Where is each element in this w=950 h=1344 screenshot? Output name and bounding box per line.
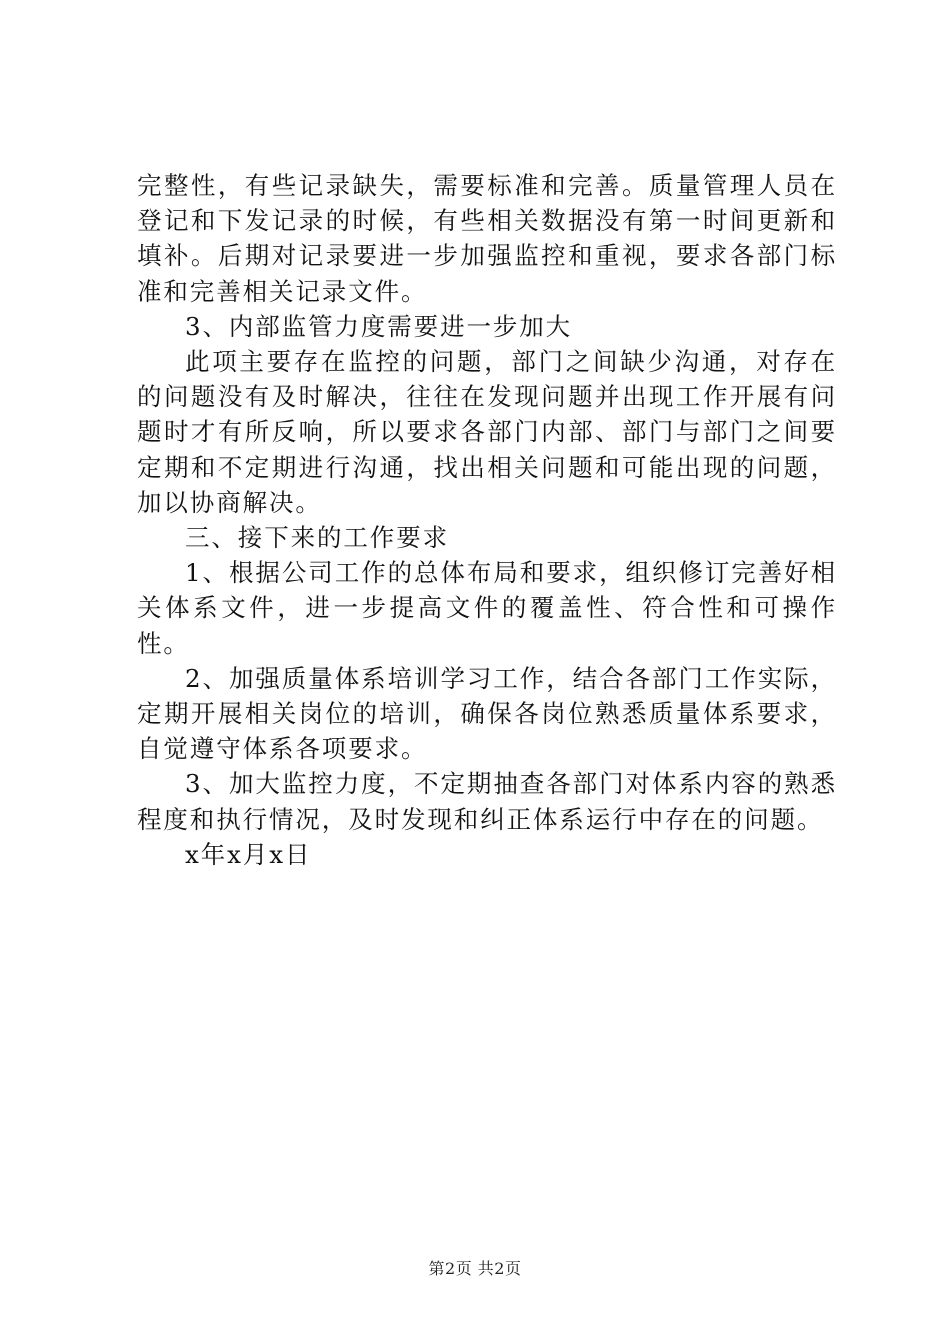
requirement-item-1: 1、根据公司工作的总体布局和要求，组织修订完善好相关体系文件，进一步提高文件的覆盖性、符合性和可操作性。: [137, 558, 837, 658]
requirement-item-2: 2、加强质量体系培训学习工作，结合各部门工作实际，定期开展相关岗位的培训，确保各岗位熟悉质量体系要求，自觉遵守体系各项要求。: [137, 663, 837, 764]
section-heading-work-requirements: 三、接下来的工作要求: [185, 523, 449, 553]
section-heading-internal-supervision: 3、内部监管力度需要进一步加大: [185, 311, 573, 341]
page-footer: 第2页 共2页: [428, 1259, 522, 1278]
paragraph-continued: 完整性，有些记录缺失，需要标准和完善。质量管理人员在登记和下发记录的时候，有些相关数据没有第一时间更新和填补。后期对记录要进一步加强监控和重视，要求各部门标准和完善相关记录文件。: [137, 171, 837, 306]
requirement-item-3: 3、加大监控力度，不定期抽查各部门对体系内容的熟悉程度和执行情况，及时发现和纠正体系运行中存在的问题。: [137, 769, 837, 834]
paragraph-supervision-issues: 此项主要存在监控的问题，部门之间缺少沟通，对存在的问题没有及时解决，往往在发现问题并出现工作开展有问题时才有所反响，所以要求各部门内部、部门与部门之间要定期和不定期进行沟通，找出相关问题和可能出现的问题，加以协商解决。: [137, 347, 837, 517]
document-body: [137, 168, 837, 872]
document-date: x年x月x日: [185, 839, 312, 869]
